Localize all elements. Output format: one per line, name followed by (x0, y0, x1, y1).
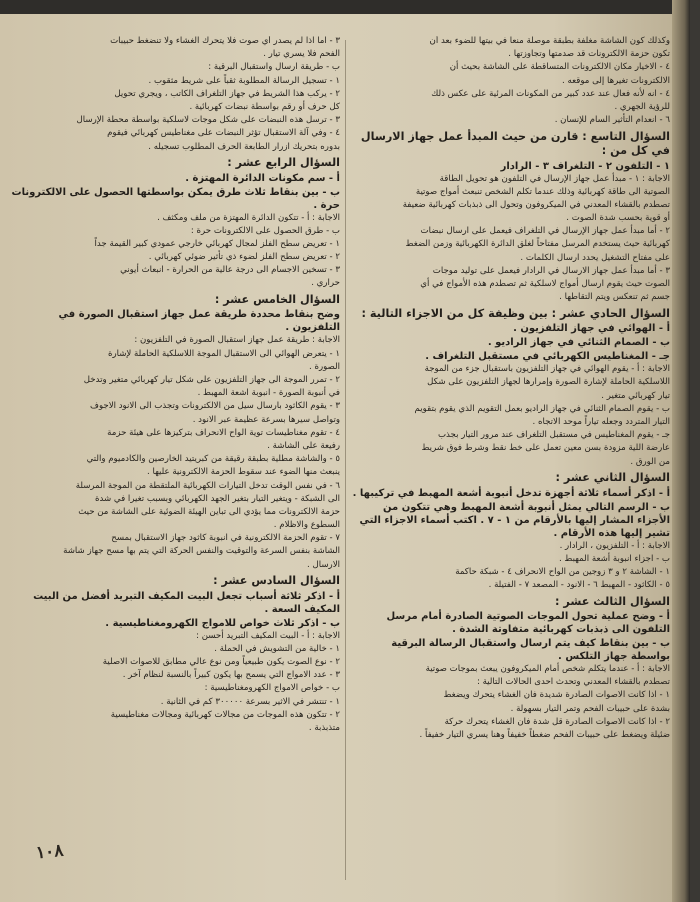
book-spine (672, 0, 690, 902)
text-line: ٣ - عدد الامواج التي يسمح بها يكون كبيراً بالنسبة لنظام آخر . (122, 670, 340, 681)
text-line: ٥ - والشاشة مطلية بطبقة رقيقة من كبريتيد الخارصين والكادميوم والتي (86, 454, 340, 465)
text-line: الالكترونات تغيرها إلى موقعه . (562, 75, 670, 86)
question-heading: السؤال السادس عشر : (213, 574, 340, 588)
text-line: بدوره بتحريك ازرار الطابعة الحرف المطلوب تسجيله . (148, 141, 340, 152)
question-part: وضح بنقاط محددة طريقة عمل جهاز استقبال الصورة في التلفزيون . (58, 309, 340, 334)
text-line: ٣ - يقوم الكاثود بارسال سيل من الالكترونات وتجذب الى الانود الاجوف (90, 401, 340, 412)
text-line: حزمة الالكترونات مما يؤدي الى تباين الهيئة الضوئية على الشاشة من حيث (78, 506, 340, 517)
text-line: الارسال . (307, 559, 340, 570)
text-line: الاجابة : أ - عندما يتكلم شخص أمام الميكروفون يبعث بموجات صوتية (425, 664, 670, 675)
question-part: ب - الرسم التالي يمثل أنبوبة أشعة المهبط وهي تتكون من الأجزاء المشار إليها بالأرقام من ١ - ٧ . اكتب أسماء الاجزاء التي تشير إليها هذه الأرقام . (359, 501, 670, 539)
text-line: جـ - يقوم المغناطيس في مستقبل التلغراف عند مرور التيار بجذب (437, 430, 670, 441)
text-line: في أنبوبة الصورة - انبوبة اشعة المهبط . (197, 388, 340, 399)
question-heading: السؤال الرابع عشر : (227, 156, 340, 170)
question-part: ب - اذكر ثلاث خواص للامواج الكهرومغناطيسية . (105, 617, 340, 629)
text-line: تيار كهربائي متغير . (601, 390, 670, 401)
text-line: ب - خواص الامواج الكهرومغناطيسية : (204, 683, 340, 694)
text-line: ٥ - الكاثود - المهبط ٦ - الانود - المصعد ٧ - الفتيلة . (488, 580, 670, 591)
text-line: كهربائية حيث يستخدم المرسل مفتاحاً لغلق الدائرة الكهربائية وزمن الضغط (405, 239, 670, 250)
text-line: ٢ - يركب هذا الشريط في جهاز التلغراف الكاتب ، ويجري تحويل (114, 88, 340, 99)
text-line: وتواصل سيرها بسرعة عظيمة عبر الانود . (192, 414, 340, 425)
text-line: الاجابة : أ - يقوم الهوائي في جهاز التلفزيون باستقبال جزء من الموجة (424, 364, 670, 375)
text-line: ب - يقوم الصمام الثنائي في جهاز الراديو بعمل التقويم الذي يقوم بتقويم (414, 403, 670, 414)
text-line: الفحم فلا يسري تيار . (263, 49, 340, 60)
text-line: ١ - خالية من التشويش في الحملة . (214, 643, 340, 654)
text-line: ينبعث منها الضوء عند سقوط الحزمة الالكترونية عليها . (146, 467, 340, 478)
text-line: على مفتاح التشغيل يحدد ارسال الكلمات . (520, 252, 670, 263)
question-part: أ - وضح عملية تحول الموجات الصوتية الصادرة أمام مرسل التلفون الى ذبذبات كهربائية متفاوتة الشدة . (386, 611, 670, 636)
text-line: ٦ - انعدام التأثير السام للإنسان . (554, 115, 670, 126)
text-line: ٢ - تتكون هذه الموجات من مجالات كهربائية ومجالات مغناطيسية (110, 709, 340, 720)
question-part: ١ - التلفون ٢ - التلغراف ٣ - الرادار (500, 160, 670, 172)
right-column (352, 36, 670, 872)
text-line: ٤ - الاخيار مكان الالكترونات المتساقطة على الشاشة بحيث أن (449, 62, 670, 73)
text-line: ٢ - تمرر الموجة الى جهاز التلفزيون على شكل تيار كهربائي متغير وتدخل (83, 375, 340, 385)
text-line: عارضة اللية مزودة بسن معين تعمل على خط نقط وشرط فوق شريط (421, 443, 670, 454)
text-line: ٢ - تعريض سطح الفلز لضوء ذي تأثير ضوئي كهربائي . (148, 252, 340, 263)
text-line: ٢ - نوع الصوت يكون طبيعياً ومن نوع عالي مطابق للاصوات الاصلية (102, 657, 340, 667)
text-line: التيار المتردد وجعله تياراً موحد الاتجاه . (532, 416, 670, 427)
text-line: ٣ - أما مبدأ عمل جهاز الارسال في الرادار فيعمل على توليد موجات (432, 265, 670, 276)
text-line: كل حرف أو رقم بواسطة نبضات كهربائية . (189, 101, 340, 112)
text-line: تصطدم بالقشاء المعدني في الميكروفون وتحول الى ذبذبات كهربائية ضعيفة (402, 199, 670, 210)
text-line: ٢ - اذا كانت الاصوات الصادرة قل شدة فان الغشاء يتحرك حركة (444, 716, 670, 727)
text-line: تكون حزمة الالكترونات قد صدمتها وتجاوزتها . (508, 49, 670, 60)
text-line: ٣ - ترسل هذه النبضات على شكل موجات لاسلكية بواسطة محطة الإرسال (76, 115, 340, 126)
text-line: ١ - تعريض سطح الفلز لمجال كهربائي خارجي عمودي كبير القيمة جداً (94, 238, 340, 249)
question-part: أ - سم مكونات الدائرة المهتزة . (185, 172, 340, 184)
page-number: ١٠٨ (35, 840, 65, 864)
text-line: الصوت حيث يقوم ارسال أمواج لاسلكية ثم تصطدم هذه الأمواج في أي (420, 279, 670, 290)
question-heading: السؤال الثالث عشر : (555, 594, 670, 608)
text-line: الاجابة : طريقة عمل جهاز استقبال الصورة في التلفزيون : (134, 335, 340, 346)
question-heading: السؤال التاسع : قارن من حيث المبدأ عمل جهاز الارسال في كل من : (360, 129, 670, 158)
scan-top-border (0, 0, 690, 14)
text-line: ٦ - في نفس الوقت تدخل التيارات الكهربائية الملتقطة من الموجة المرسلة (75, 480, 340, 491)
text-line: بشدة على حبيبات الفحم وتمر التيار بسهولة . (510, 703, 670, 714)
question-part: ب - الصمام الثنائي في جهاز الراديو . (487, 337, 670, 349)
question-heading: السؤال الخامس عشر : (214, 293, 340, 307)
question-part: أ - الهوائي في جهاز التلفزيون . (513, 323, 670, 335)
text-line: الاجابة : أ - التلفزيون ، الرادار . (559, 540, 670, 551)
text-line: من الورق . (630, 456, 670, 467)
text-line: الاجابة : أ - البيت المكيف التبريد أحسن : (196, 630, 340, 641)
text-line: الشاشة بنفس السرعة والتوقيت والنفس الحركة التي يتم بها مسح جهاز شاشة (63, 546, 340, 557)
text-line: ب - طريقة ارسال واستقبال البرقية : (208, 62, 340, 73)
text-line: جسم ثم تنعكس ويتم التقاطها . (559, 292, 670, 303)
text-line: حراري . (311, 278, 340, 289)
text-line: ١ - الشاشة ٢ و ٣ زوجين من الواح الانحراف ٤ - شبكة حاكمة (455, 566, 670, 577)
text-line: أو قوية بحسب شدة الصوت . (566, 213, 670, 224)
question-part: أ - اذكر أسماء ثلاثة أجهزة تدخل أنبوبة أشعة المهبط في تركيبها . (352, 487, 670, 499)
question-part: جـ - المغناطيس الكهربائي في مستقبل التلغراف . (425, 351, 670, 363)
question-heading: السؤال الثاني عشر : (555, 471, 670, 485)
text-line: ١ - تسجيل الرسالة المطلوبة ثقباً على شريط مثقوب . (148, 75, 340, 86)
text-line: ٤ - انه لأنه فعال عند عدد كبير من المكونات المرئية على عكس ذلك (431, 88, 670, 99)
text-line: ٣ - اما اذا لم يصدر أي صوت فلا يتحرك الغشاء ولا تنضغط حبيبات (110, 36, 340, 46)
question-part: ب - بين بنقاط كيف يتم ارسال واستقبال الرسالة البرقية بواسطة جهاز التلكس . (391, 638, 670, 663)
text-line: ١ - يتعرض الهوائي الى الاستقبال الموجة اللاسلكية الحاملة لإشارة (107, 348, 340, 359)
text-line: السطوع والاظلام . (273, 520, 340, 531)
column-divider (345, 40, 346, 880)
question-part: ب - بين بنقاط ثلاث طرق يمكن بواسطتها الحصول على الالكترونات حرة . (11, 186, 340, 211)
text-line: ضئيلة ويضغط على حبيبات الفحم ضغطاً خفيفاً وهنا يسري التيار خفيفاً . (419, 730, 670, 741)
text-line: ٤ - وفي آلة الاستقبال تؤثر النبضات على مغناطيس كهربائي فيقوم (107, 128, 340, 139)
text-line: تصطدم بالقشاء المعدني وتحدث احدى الحالات التالية : (476, 677, 670, 688)
text-line: ١ - اذا كانت الاصوات الصادرة شديدة فان الغشاء يتحرك ويضغط (443, 690, 670, 701)
text-line: وكذلك كون الشاشة مغلفة بطبقة موصلة منعاً في بيتها للضوء بعد أن (429, 36, 670, 46)
text-line: ٣ - تسخين الاجسام الى درجة عالية من الحرارة - انبعاث أيوني (120, 265, 340, 276)
text-line: الصورة . (308, 361, 340, 372)
text-line: الى الشبكة - ويتغير التيار بتغير الجهد الكهربائي وبسبب تغيرا في شدة (94, 493, 340, 504)
text-line: اللاسلكية الحاملة لإشارة الصورة وإمرارها لجهاز التلفزيون على شكل (427, 377, 670, 388)
text-line: ٢ - أما مبدأ عمل جهاز الإرسال في التلغراف فيعمل على ارسال نبضات (420, 226, 670, 237)
text-line: ب - طرق الحصول على الالكترونات حرة : (190, 225, 340, 236)
left-column (10, 36, 340, 872)
text-line: متذبذبة . (308, 722, 340, 733)
text-line: الصوتية الى طاقة كهربائية وذلك عندما تكلم الشخص تنبعث أمواج صوتية (415, 186, 670, 197)
text-line: الاجابة : أ - تتكون الدائرة المهتزة من ملف ومكثف . (157, 212, 340, 223)
text-line: ٧ - تقوم الحزمة الالكترونية في انبوبة كاثود جهاز الاستقبال بمسح (111, 533, 340, 544)
text-line: رفيعة على الشاشة . (267, 440, 340, 451)
text-line: الاجابة : ١ - مبدأ عمل جهاز الإرسال في التلفون هو تحويل الطاقة (439, 173, 670, 184)
text-line: ٤ - تقوم مغناطيسات توية الواح الانحراف بتركيزها على هيئة حزمة (107, 427, 340, 438)
text-line: ١ - تنتشر في الاثير بسرعة ٣٠٠٠٠٠ كم في الثانية . (160, 696, 340, 707)
question-heading: السؤال الحادي عشر : بين وظيفة كل من الاجزاء التالية : (361, 306, 670, 320)
text-line: للرؤية الجهري . (614, 101, 670, 112)
text-line: ب - اجزاء انبوبة أشعة المهبط . (558, 553, 670, 564)
question-part: أ - اذكر ثلاثة أسباب تجعل البيت المكيف التبريد أفضل من البيت المكيف السعة . (33, 590, 340, 615)
